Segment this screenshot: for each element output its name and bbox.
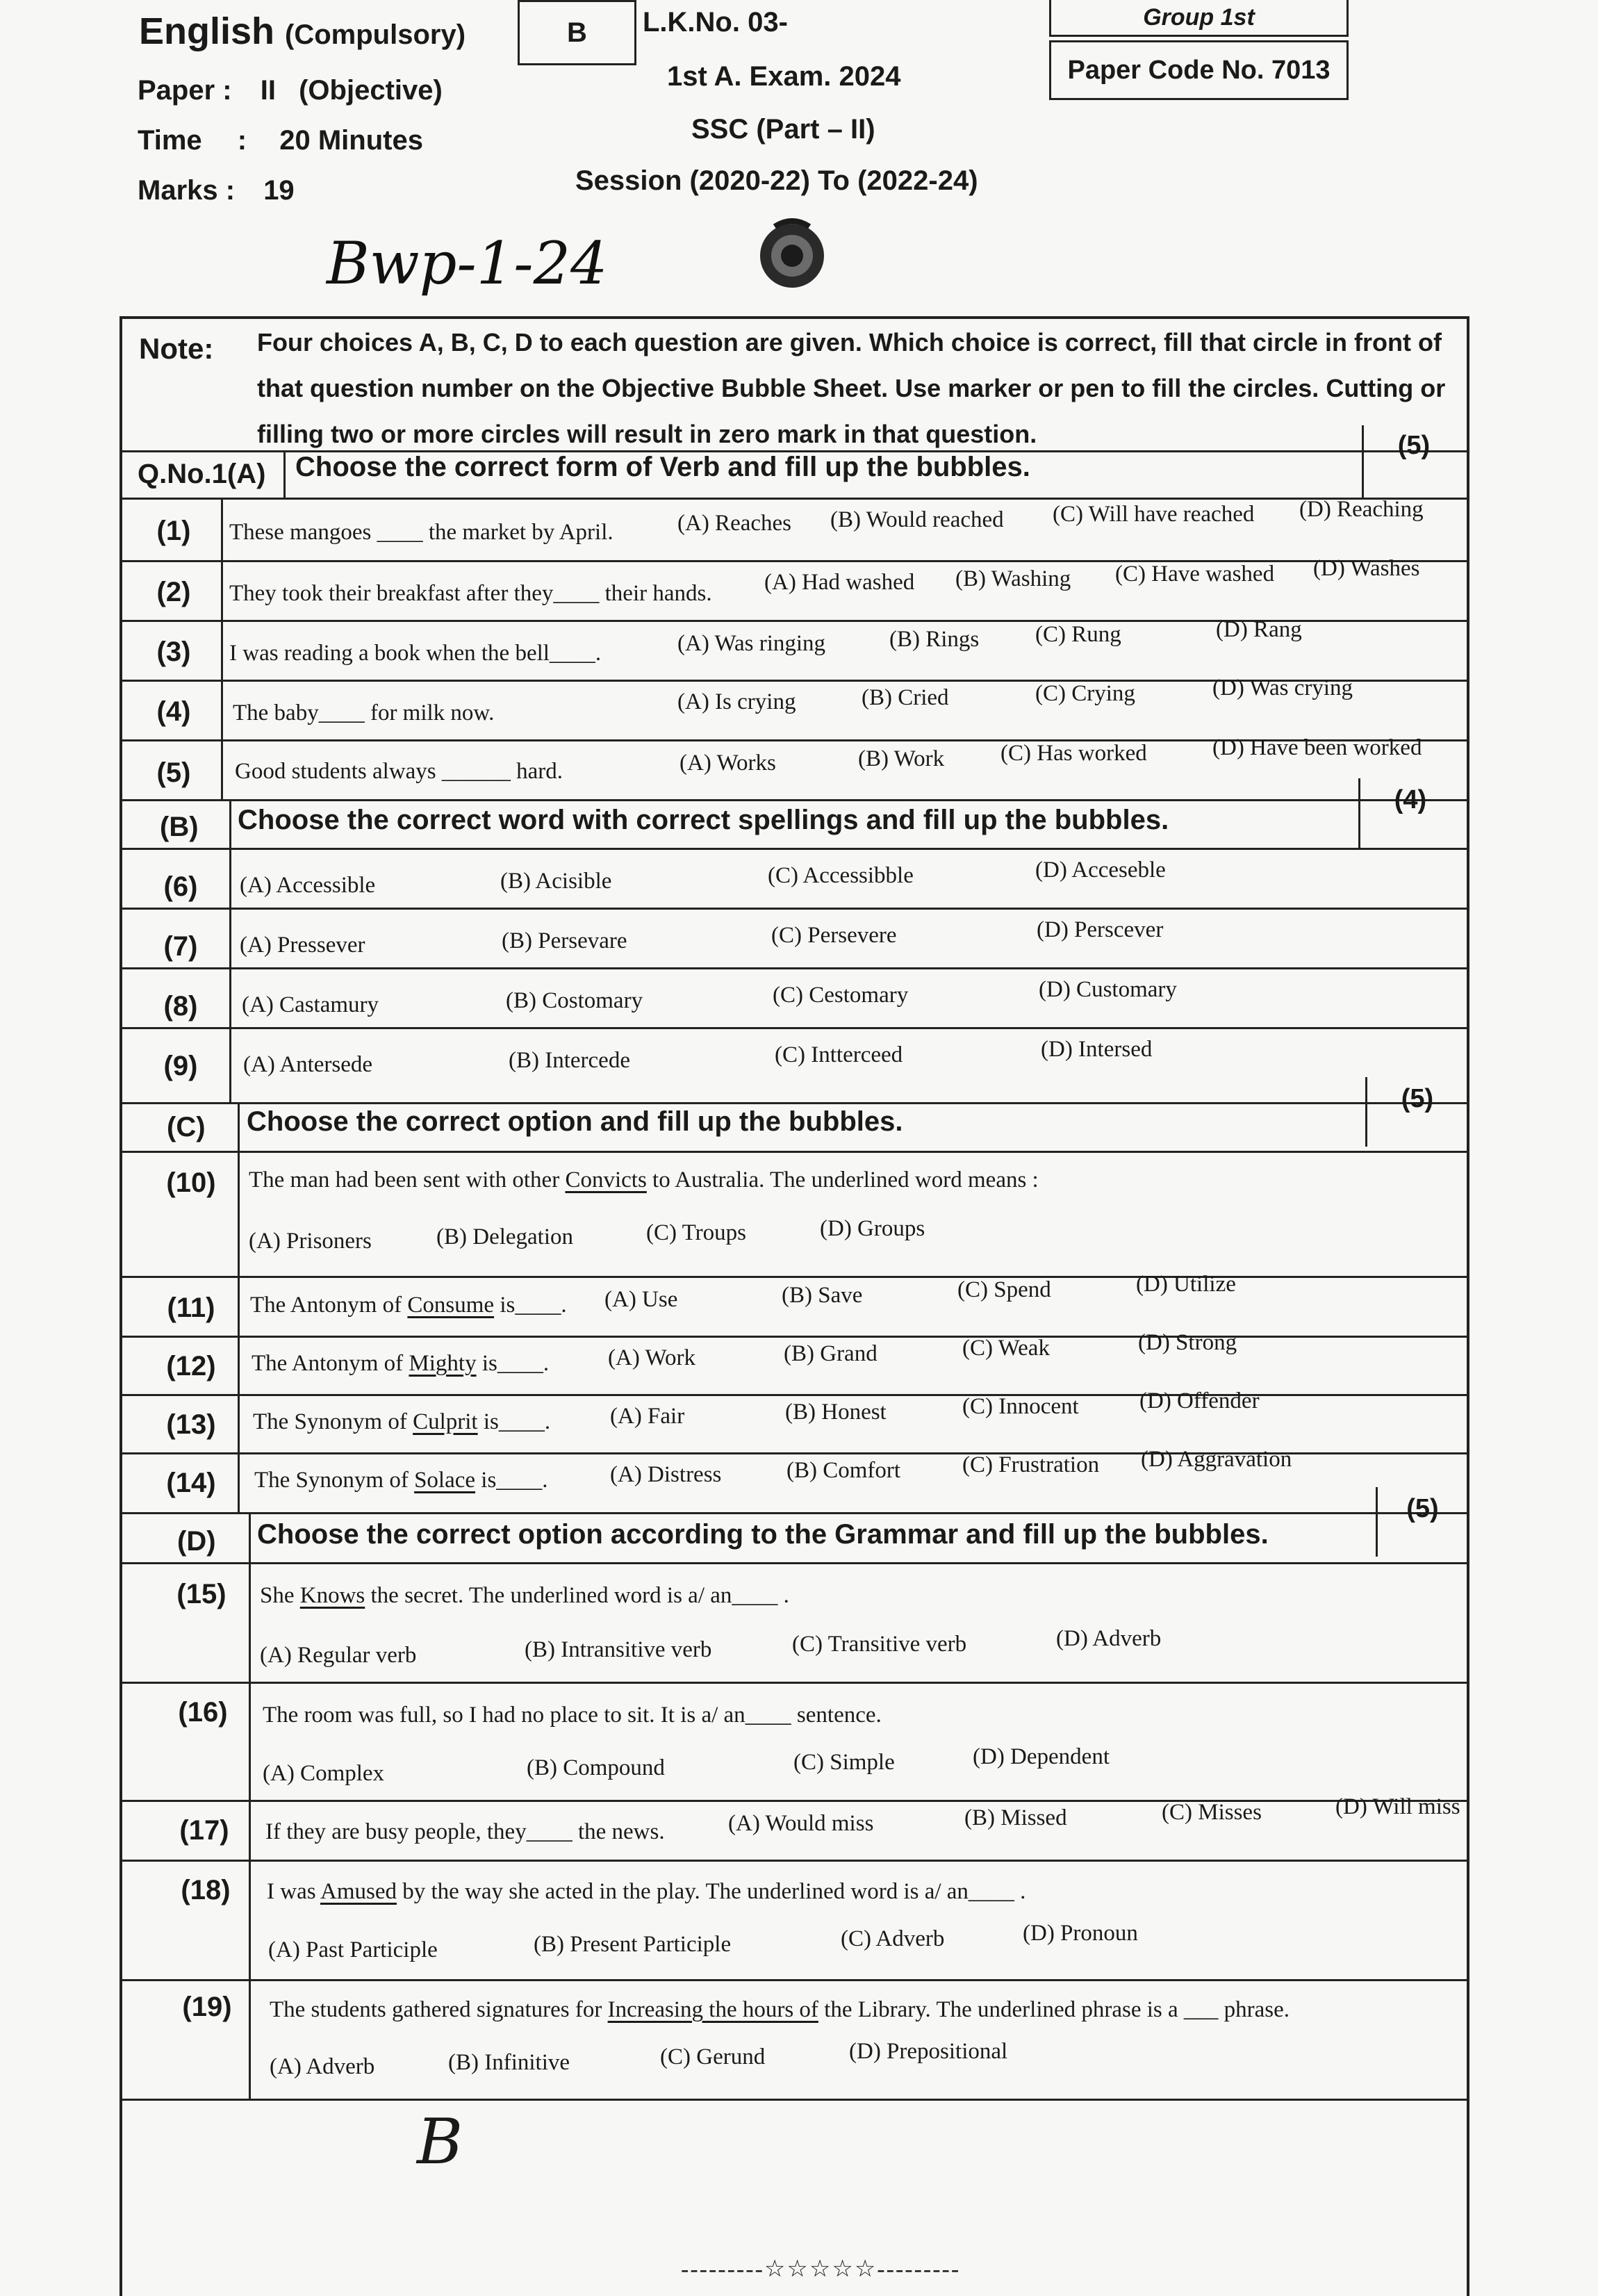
underlined-word: Consume (407, 1293, 495, 1318)
marks-label: Marks : (138, 175, 236, 206)
row-divider (122, 1682, 1467, 1684)
section-b-title: Choose the correct word with correct spellings and fill up the bubbles. (238, 805, 1169, 835)
option-b: (B) Infinitive (448, 2050, 570, 2075)
section-d-marks: (5) (1406, 1494, 1439, 1523)
option-d: (D) Was crying (1212, 675, 1353, 700)
num-column-divider (249, 1512, 251, 2099)
row-divider (122, 908, 1467, 910)
option-a: (A) Fair (610, 1404, 685, 1429)
row-divider (122, 1562, 1467, 1564)
option-d: (D) Dependent (973, 1744, 1110, 1769)
option-d: (D) Will miss (1335, 1794, 1460, 1819)
paper-code-box: Paper Code No. 7013 (1049, 40, 1349, 100)
underlined-word: Mighty (409, 1351, 477, 1376)
section-b-marks-divider (1358, 778, 1360, 848)
option-d: (D) Adverb (1056, 1626, 1162, 1651)
stem-text: the secret. The underlined word is a/ an____ . (365, 1583, 789, 1608)
option-b: (B) Costomary (506, 988, 643, 1013)
question-number: (13) (166, 1409, 216, 1440)
option-c: (C) Rung (1035, 622, 1121, 647)
option-d: (D) Acceseble (1035, 858, 1166, 883)
underlined-phrase: Increasing the hours of (607, 1997, 818, 2022)
option-a: (A) Complex (263, 1761, 385, 1786)
underlined-word: Knows (299, 1583, 365, 1608)
option-c: (C) Persevere (771, 923, 897, 948)
handwritten-mark: B (417, 2106, 463, 2179)
option-d: (D) Reaching (1299, 497, 1424, 522)
option-d: (D) Strong (1138, 1330, 1237, 1355)
option-b: (B) Save (782, 1283, 863, 1308)
time-sep: : (237, 125, 247, 156)
option-d: (D) Washes (1313, 556, 1420, 581)
question-number: (7) (163, 931, 198, 962)
question-number: (12) (166, 1351, 216, 1381)
subject-name: English (139, 10, 275, 52)
row-divider (122, 1394, 1467, 1396)
time-line (138, 125, 423, 156)
question-number: (3) (156, 637, 191, 667)
row-divider (122, 1151, 1467, 1153)
marks-value: 19 (263, 175, 295, 206)
section-d-title: Choose the correct option according to the Grammar and fill up the bubbles. (257, 1519, 1269, 1550)
section-c-marks-divider (1365, 1077, 1367, 1147)
option-a: (A) Past Participle (268, 1937, 438, 1962)
option-d: (D) Aggravation (1141, 1447, 1292, 1472)
option-a: (A) Is crying (677, 689, 796, 714)
option-a: (A) Regular verb (260, 1643, 417, 1668)
option-c: (C) Weak (962, 1336, 1050, 1361)
question-stem: They took their breakfast after they____ their hands. (229, 581, 712, 606)
option-c: (C) Spend (957, 1277, 1051, 1302)
option-a: (A) Had washed (764, 570, 915, 595)
row-divider (122, 1027, 1467, 1029)
option-a: (A) Distress (610, 1462, 722, 1487)
option-c: (C) Gerund (660, 2044, 766, 2069)
question-number: (4) (156, 696, 191, 727)
board-seal-icon (754, 215, 830, 292)
question-stem: Good students always ______ hard. (235, 759, 563, 784)
option-b: (B) Honest (785, 1400, 887, 1425)
num-column-divider (221, 498, 223, 799)
section-c-divider (122, 1102, 1467, 1104)
question-number: (9) (163, 1051, 198, 1081)
stem-text: The Antonym of (250, 1293, 408, 1318)
section-a-marks: (5) (1397, 431, 1431, 460)
paper-line (138, 75, 443, 106)
option-c: (C) Will have reached (1053, 502, 1255, 527)
section-a-number: Q.No.1(A) (138, 459, 266, 489)
underlined-word: Solace (414, 1468, 476, 1493)
option-b: (B) Present Participle (534, 1932, 732, 1957)
question-number: (6) (163, 871, 198, 902)
option-a: (A) Use (604, 1287, 678, 1312)
num-column-divider (229, 799, 231, 1102)
option-d: (D) Prepositional (849, 2039, 1008, 2064)
question-stem (252, 1351, 549, 1377)
time-value: 20 Minutes (279, 125, 423, 156)
option-a: (A) Reaches (677, 511, 792, 536)
stem-text: The man had been sent with other (249, 1167, 566, 1192)
marks-line (138, 175, 295, 206)
stem-text: to Australia. The underlined word means : (646, 1167, 1039, 1192)
group-box: Group 1st (1049, 0, 1349, 37)
note-label: Note: (139, 332, 214, 365)
section-b-divider (122, 799, 1467, 801)
option-b: (B) Persevare (502, 928, 627, 953)
option-a: (A) Was ringing (677, 631, 826, 656)
option-b: (B) Comfort (786, 1458, 901, 1483)
option-a: (A) Work (608, 1345, 695, 1370)
option-d: (D) Have been worked (1212, 735, 1422, 760)
end-of-paper-marker: ---------☆☆☆☆☆--------- (681, 2256, 961, 2282)
option-b: (B) Grand (784, 1341, 878, 1366)
option-b: (B) Work (858, 746, 945, 771)
subject-title (139, 10, 466, 53)
row-divider (122, 1979, 1467, 1981)
option-a: (A) Adverb (270, 2054, 375, 2079)
option-a: (A) Works (679, 751, 776, 776)
option-d: (D) Perscever (1037, 917, 1164, 942)
row-divider (122, 1336, 1467, 1338)
question-stem (254, 1468, 548, 1493)
row-divider (122, 967, 1467, 969)
class-name: SSC (Part – II) (691, 114, 875, 145)
stem-text: The Synonym of (253, 1409, 413, 1434)
question-number: (11) (167, 1293, 215, 1323)
option-b: (B) Intercede (509, 1048, 630, 1073)
section-a-num-divider (283, 450, 286, 498)
question-stem: The baby____ for milk now. (233, 700, 495, 725)
row-divider (122, 1800, 1467, 1802)
option-a: (A) Antersede (243, 1052, 373, 1077)
question-number: (16) (178, 1697, 228, 1728)
option-c: (C) Innocent (962, 1394, 1079, 1419)
lk-number: L.K.No. 03- (643, 7, 788, 38)
time-label: Time (138, 125, 202, 156)
question-number: (8) (163, 991, 198, 1022)
option-d: (D) Customary (1039, 977, 1177, 1002)
underlined-word: Amused (320, 1879, 397, 1904)
option-c: (C) Has worked (1000, 741, 1147, 766)
option-c: (C) Transitive verb (792, 1632, 967, 1657)
option-c: (C) Adverb (841, 1926, 945, 1951)
stem-text: I was (267, 1879, 320, 1904)
row-divider (122, 1860, 1467, 1862)
paper-label: Paper : (138, 75, 232, 106)
section-c-title: Choose the correct option and fill up the bubbles. (247, 1106, 903, 1137)
section-c-number: (C) (167, 1112, 206, 1142)
option-b: (B) Rings (889, 627, 980, 652)
exam-name: 1st A. Exam. 2024 (667, 61, 901, 92)
option-b: (B) Intransitive verb (525, 1637, 712, 1662)
underlined-word: Culprit (413, 1409, 478, 1434)
question-stem: I was reading a book when the bell____. (229, 641, 602, 666)
section-d-divider (122, 1512, 1467, 1514)
stem-text: The students gathered signatures for (270, 1997, 608, 2022)
row-divider (122, 2099, 1467, 2101)
question-stem: These mangoes ____ the market by April. (229, 520, 613, 545)
section-a-marks-divider (1362, 425, 1364, 498)
option-b: (B) Acisible (500, 869, 612, 894)
option-d: (D) Groups (820, 1216, 925, 1241)
question-stem: The room was full, so I had no place to sit. It is a/ an____ sentence. (263, 1703, 882, 1728)
section-d-number: (D) (177, 1526, 216, 1557)
option-a: (A) Prisoners (249, 1229, 372, 1254)
stem-text: is____. (494, 1293, 567, 1318)
option-c: (C) Troups (646, 1220, 746, 1245)
option-d: (D) Intersed (1041, 1037, 1153, 1062)
handwritten-board-code: Bwp-1-24 (327, 229, 608, 297)
option-d: (D) Rang (1216, 617, 1302, 642)
question-number: (19) (182, 1992, 232, 2022)
option-c: (C) Accessibble (768, 863, 914, 888)
section-d-marks-divider (1376, 1487, 1378, 1557)
question-stem (253, 1409, 550, 1435)
question-number: (14) (166, 1468, 216, 1498)
stem-text: by the way she acted in the play. The underlined word is a/ an____ . (397, 1879, 1026, 1904)
option-c: (C) Crying (1035, 681, 1135, 706)
stem-text: The Synonym of (254, 1468, 415, 1493)
paper-type: (Objective) (299, 75, 443, 106)
section-c-marks: (5) (1401, 1084, 1434, 1113)
question-stem (249, 1167, 1039, 1193)
stem-text: the Library. The underlined phrase is a ___ phrase. (818, 1997, 1290, 2022)
question-number: (5) (156, 757, 191, 788)
option-a: (A) Would miss (728, 1811, 874, 1836)
subject-note: (Compulsory) (285, 19, 466, 50)
stem-text: is____. (475, 1468, 548, 1493)
question-number: (15) (176, 1579, 226, 1609)
option-a: (A) Accessible (240, 873, 376, 898)
option-c: (C) Simple (793, 1750, 895, 1775)
option-a: (A) Castamury (242, 992, 379, 1017)
question-number: (1) (156, 516, 191, 546)
stem-text: is____. (477, 1409, 551, 1434)
option-d: (D) Pronoun (1023, 1921, 1138, 1946)
section-a-title: Choose the correct form of Verb and fill up the bubbles. (295, 452, 1030, 482)
option-b: (B) Compound (527, 1755, 665, 1780)
option-d: (D) Offender (1139, 1388, 1260, 1413)
question-number: (18) (181, 1875, 231, 1905)
question-stem (260, 1583, 789, 1609)
option-a: (A) Pressever (240, 933, 365, 958)
question-number: (17) (179, 1815, 229, 1846)
underlined-word: Convicts (565, 1167, 647, 1192)
option-c: (C) Cestomary (773, 983, 909, 1008)
question-stem: If they are busy people, they____ the news. (265, 1819, 665, 1844)
stem-text: The Antonym of (252, 1351, 409, 1376)
section-b-number: (B) (160, 812, 199, 842)
option-c: (C) Frustration (962, 1452, 1100, 1477)
num-column-divider (238, 1102, 240, 1512)
question-number: (2) (156, 577, 191, 607)
stem-text: is____. (476, 1351, 550, 1376)
session: Session (2020-22) To (2022-24) (575, 165, 978, 196)
row-divider (122, 1276, 1467, 1278)
stem-text: She (260, 1583, 300, 1608)
option-b: (B) Washing (955, 566, 1071, 591)
question-number: (10) (166, 1167, 216, 1198)
series-box: B (518, 0, 636, 65)
note-text: Four choices A, B, C, D to each question are given. Which choice is correct, fill that circle in front of that question number on the Objective Bubble Sheet. Use marker or pen to fill the circles. Cutting or filling two or more circles will result in zero mark in that question. (257, 328, 1446, 448)
question-stem (267, 1879, 1025, 1905)
option-b: (B) Delegation (436, 1224, 574, 1249)
option-c: (C) Have washed (1115, 561, 1275, 587)
option-c: (C) Misses (1162, 1800, 1262, 1825)
question-stem (250, 1293, 567, 1318)
paper-value: II (260, 75, 276, 106)
option-d: (D) Utilize (1136, 1272, 1236, 1297)
option-b: (B) Missed (964, 1805, 1067, 1830)
question-stem (270, 1997, 1290, 2023)
row-divider (122, 848, 1467, 850)
option-b: (B) Cried (862, 685, 949, 710)
row-divider (122, 498, 1467, 500)
option-b: (B) Would reached (830, 507, 1004, 532)
section-b-marks: (4) (1394, 785, 1427, 814)
option-c: (C) Intterceed (775, 1042, 903, 1067)
